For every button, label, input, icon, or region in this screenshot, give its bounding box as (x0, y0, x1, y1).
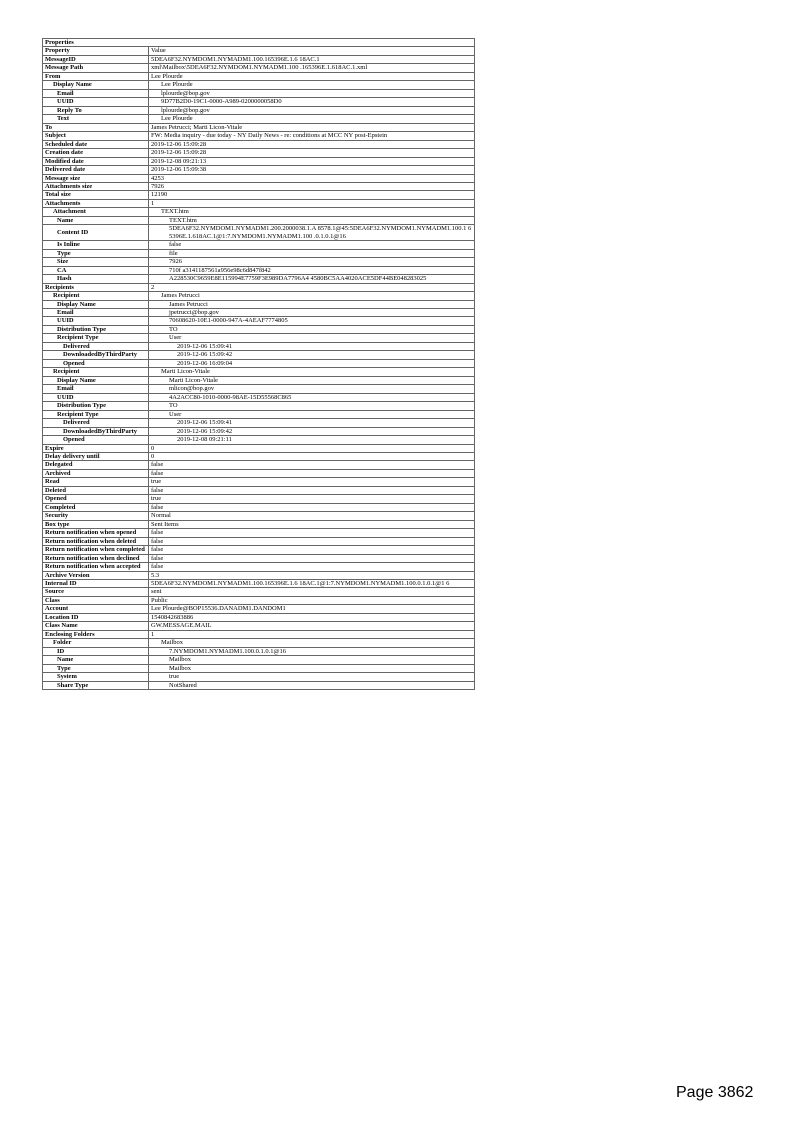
property-value: 2019-12-08 09:21:11 (149, 436, 475, 444)
property-row (43, 512, 475, 520)
property-value: 2019-12-06 15:09:28 (149, 149, 475, 157)
property-name: DownloadedByThirdParty (43, 427, 149, 435)
property-name: Box type (43, 520, 149, 528)
property-value: false (149, 486, 475, 494)
property-value: 4253 (149, 174, 475, 182)
property-name: Delegated (43, 461, 149, 469)
property-name: Read (43, 478, 149, 486)
property-row (43, 580, 475, 588)
property-name: Reply To (43, 106, 149, 114)
property-name: Properties (43, 39, 475, 47)
property-row (43, 436, 475, 444)
property-row (43, 72, 475, 80)
property-name: Expire (43, 444, 149, 452)
property-name: Attachments (43, 199, 149, 207)
property-value: Lee Plourde (149, 72, 475, 80)
property-value: false (149, 503, 475, 511)
property-row (43, 563, 475, 571)
property-value: 710f a3141187561a956e98c6d847f842 (149, 266, 475, 274)
property-name: Recipient Type (43, 410, 149, 418)
property-row (43, 613, 475, 621)
property-value: Public (149, 596, 475, 604)
property-name: Security (43, 512, 149, 520)
property-value: 4A2ACC80-1010-0000-98AE-15D55568C865 (149, 393, 475, 401)
property-value: 9D77B2D0-19C1-0000-A989-0200000058D0 (149, 98, 475, 106)
property-row (43, 419, 475, 427)
property-value: true (149, 495, 475, 503)
property-value: Value (149, 47, 475, 55)
property-name: Attachments size (43, 182, 149, 190)
property-name: Hash (43, 275, 149, 283)
property-row (43, 166, 475, 174)
property-name: Recipient Type (43, 334, 149, 342)
property-value: 7926 (149, 258, 475, 266)
property-row (43, 351, 475, 359)
property-name: Type (43, 664, 149, 672)
property-name: Location ID (43, 613, 149, 621)
property-name: Message Path (43, 64, 149, 72)
properties-table (42, 38, 475, 690)
property-name: Opened (43, 436, 149, 444)
property-row (43, 588, 475, 596)
property-name: Folder (43, 639, 149, 647)
property-row (43, 89, 475, 97)
property-row (43, 157, 475, 165)
property-name: Internal ID (43, 580, 149, 588)
property-value: 1540842683886 (149, 613, 475, 621)
property-value: lplourde@bop.gov (149, 89, 475, 97)
property-name: Class (43, 596, 149, 604)
property-row (43, 469, 475, 477)
property-name: From (43, 72, 149, 80)
property-name: Subject (43, 132, 149, 140)
property-name: Return notification when deleted (43, 537, 149, 545)
property-row (43, 410, 475, 418)
property-name: Delay delivery until (43, 452, 149, 460)
property-row (43, 115, 475, 123)
property-row (43, 208, 475, 216)
property-row (43, 486, 475, 494)
property-name: Scheduled date (43, 140, 149, 148)
property-value: false (149, 469, 475, 477)
property-name: Return notification when accepted (43, 563, 149, 571)
property-row (43, 309, 475, 317)
property-name: To (43, 123, 149, 131)
property-name: Delivered (43, 419, 149, 427)
property-name: Display Name (43, 81, 149, 89)
property-row (43, 529, 475, 537)
property-row (43, 225, 475, 241)
property-value: 5.3 (149, 571, 475, 579)
property-name: Total size (43, 191, 149, 199)
property-value: Normal (149, 512, 475, 520)
property-row (43, 241, 475, 249)
property-value: true (149, 673, 475, 681)
property-row (43, 149, 475, 157)
property-row (43, 325, 475, 333)
property-name: Class Name (43, 622, 149, 630)
property-name: Attachment (43, 208, 149, 216)
property-value: James Petrucci (149, 300, 475, 308)
property-value: James Petrucci; Marti Licon-Vitale (149, 123, 475, 131)
property-name: MessageID (43, 55, 149, 63)
property-row (43, 622, 475, 630)
property-name: UUID (43, 393, 149, 401)
property-name: Opened (43, 359, 149, 367)
property-value: 7.NYMDOM1.NYMADM1.100.0.1.0.1@16 (149, 647, 475, 655)
property-name: Name (43, 656, 149, 664)
property-name: Property (43, 47, 149, 55)
property-row (43, 64, 475, 72)
property-name: Email (43, 309, 149, 317)
property-value: 0 (149, 444, 475, 452)
property-name: Account (43, 605, 149, 613)
property-name: Delivered date (43, 166, 149, 174)
property-value: false (149, 546, 475, 554)
property-value: Lee Plourde (149, 115, 475, 123)
property-row (43, 452, 475, 460)
property-value: jpetrucci@bop.gov (149, 309, 475, 317)
property-name: Size (43, 258, 149, 266)
property-value: 2019-12-06 16:09:04 (149, 359, 475, 367)
property-name: Delivered (43, 342, 149, 350)
property-value: xml\Mailbox\5DEA6F32.NYMDOM1.NYMADM1.100 .165396E.1.618AC.1.xml (149, 64, 475, 72)
property-name: Return notification when completed (43, 546, 149, 554)
property-name: Is Inline (43, 241, 149, 249)
page-number: Page 3862 (676, 1084, 754, 1101)
property-row (43, 132, 475, 140)
property-row (43, 639, 475, 647)
property-row (43, 359, 475, 367)
property-row (43, 520, 475, 528)
property-value: 5DEA6F32.NYMDOM1.NYMADM1.100.165396E.1.6 18AC.1@1:7.NYMDOM1.NYMADM1.100.0.1.0.1@1 6 (149, 580, 475, 588)
property-row (43, 317, 475, 325)
property-row (43, 664, 475, 672)
property-name: Recipient (43, 368, 149, 376)
property-row (43, 681, 475, 689)
property-value: Mailbox (149, 656, 475, 664)
property-value: false (149, 554, 475, 562)
property-name: Enclosing Folders (43, 630, 149, 638)
property-row (43, 402, 475, 410)
property-value: 0 (149, 452, 475, 460)
property-row (43, 571, 475, 579)
property-row (43, 98, 475, 106)
property-row (43, 546, 475, 554)
property-row (43, 647, 475, 655)
property-name: Email (43, 385, 149, 393)
property-name: Display Name (43, 376, 149, 384)
property-row (43, 393, 475, 401)
property-row (43, 376, 475, 384)
property-name: Distribution Type (43, 325, 149, 333)
property-name: Completed (43, 503, 149, 511)
property-value: 5DEA6F32.NYMDOM1.NYMADM1.100.165396E.1.6 18AC.1 (149, 55, 475, 63)
property-row (43, 39, 475, 47)
property-value: 5DEA6F32.NYMDOM1.NYMADM1.200.2000038.1.A 8578.1@45:5DEA6F32.NYMDOM1.NYMADM1.100.1 65396E.1.618AC.1@1:7.NYMDOM1.NYMADM1.100 .0.1.0.1@16 (149, 225, 475, 241)
property-row (43, 495, 475, 503)
property-value: User (149, 410, 475, 418)
property-name: Archived (43, 469, 149, 477)
property-row (43, 182, 475, 190)
property-value: lplourde@bop.gov (149, 106, 475, 114)
property-value: 1 (149, 199, 475, 207)
property-value: false (149, 241, 475, 249)
property-name: CA (43, 266, 149, 274)
property-value: true (149, 478, 475, 486)
property-row (43, 385, 475, 393)
property-row (43, 266, 475, 274)
property-value: James Petrucci (149, 292, 475, 300)
property-value: 2019-12-08 09:21:13 (149, 157, 475, 165)
property-row (43, 258, 475, 266)
property-value: file (149, 249, 475, 257)
property-row (43, 199, 475, 207)
property-name: DownloadedByThirdParty (43, 351, 149, 359)
property-value: FW: Media inquiry - due today - NY Daily News - re: conditions at MCC NY post-Epstein (149, 132, 475, 140)
property-value: Lee Plourde@BOP15536.DANADM1.DANDOM1 (149, 605, 475, 613)
property-value: TEXT.htm (149, 208, 475, 216)
property-row (43, 478, 475, 486)
property-value: 2019-12-06 15:09:28 (149, 140, 475, 148)
property-name: UUID (43, 317, 149, 325)
property-name: Return notification when declined (43, 554, 149, 562)
property-row (43, 140, 475, 148)
property-name: Message size (43, 174, 149, 182)
property-row (43, 342, 475, 350)
property-value: 2019-12-06 15:09:42 (149, 351, 475, 359)
property-name: Recipient (43, 292, 149, 300)
property-row (43, 55, 475, 63)
property-row (43, 283, 475, 291)
property-row (43, 216, 475, 224)
property-value: Marti Licon-Vitale (149, 368, 475, 376)
property-row (43, 596, 475, 604)
properties-table-body (43, 39, 475, 690)
property-row (43, 300, 475, 308)
property-name: Creation date (43, 149, 149, 157)
property-row (43, 123, 475, 131)
property-value: NotShared (149, 681, 475, 689)
property-name: Content ID (43, 225, 149, 241)
property-value: 70608620-10E1-0000-947A-4AEAF7774805 (149, 317, 475, 325)
property-value: 1 (149, 630, 475, 638)
property-value: false (149, 563, 475, 571)
property-row (43, 427, 475, 435)
property-value: 2019-12-06 15:09:41 (149, 419, 475, 427)
property-row (43, 673, 475, 681)
property-name: Name (43, 216, 149, 224)
property-name: Archive Version (43, 571, 149, 579)
property-name: System (43, 673, 149, 681)
property-row (43, 554, 475, 562)
property-value: TO (149, 402, 475, 410)
property-value: sent (149, 588, 475, 596)
property-value: 2 (149, 283, 475, 291)
property-name: Distribution Type (43, 402, 149, 410)
property-row (43, 275, 475, 283)
property-value: Sent Items (149, 520, 475, 528)
property-row (43, 334, 475, 342)
property-value: 2019-12-06 15:09:41 (149, 342, 475, 350)
property-row (43, 630, 475, 638)
property-name: ID (43, 647, 149, 655)
property-name: Source (43, 588, 149, 596)
property-value: GW.MESSAGE.MAIL (149, 622, 475, 630)
property-name: Display Name (43, 300, 149, 308)
property-value: 12190 (149, 191, 475, 199)
property-name: UUID (43, 98, 149, 106)
property-name: Opened (43, 495, 149, 503)
property-value: 7926 (149, 182, 475, 190)
property-row (43, 47, 475, 55)
property-name: Email (43, 89, 149, 97)
property-row (43, 191, 475, 199)
property-row (43, 461, 475, 469)
property-value: User (149, 334, 475, 342)
property-name: Deleted (43, 486, 149, 494)
property-name: Text (43, 115, 149, 123)
property-value: 2019-12-06 15:09:38 (149, 166, 475, 174)
property-name: Recipients (43, 283, 149, 291)
property-value: false (149, 537, 475, 545)
property-name: Modified date (43, 157, 149, 165)
property-row (43, 503, 475, 511)
property-row (43, 656, 475, 664)
property-name: Share Type (43, 681, 149, 689)
property-value: Mailbox (149, 664, 475, 672)
property-name: Type (43, 249, 149, 257)
property-row (43, 605, 475, 613)
property-value: TO (149, 325, 475, 333)
property-value: TEXT.htm (149, 216, 475, 224)
property-value: mlicon@bop.gov (149, 385, 475, 393)
property-value: false (149, 461, 475, 469)
property-row (43, 444, 475, 452)
property-row (43, 292, 475, 300)
property-row (43, 249, 475, 257)
property-row (43, 81, 475, 89)
property-value: Lee Plourde (149, 81, 475, 89)
property-row (43, 537, 475, 545)
property-value: 2019-12-06 15:09:42 (149, 427, 475, 435)
property-row (43, 174, 475, 182)
property-value: A228530C9659E8E115994E7759F3E989DA7796A4 4580BC5AA4020ACE5DF44BE048283025 (149, 275, 475, 283)
property-row (43, 106, 475, 114)
property-value: false (149, 529, 475, 537)
property-row (43, 368, 475, 376)
property-value: Marti Licon-Vitale (149, 376, 475, 384)
property-value: Mailbox (149, 639, 475, 647)
property-name: Return notification when opened (43, 529, 149, 537)
